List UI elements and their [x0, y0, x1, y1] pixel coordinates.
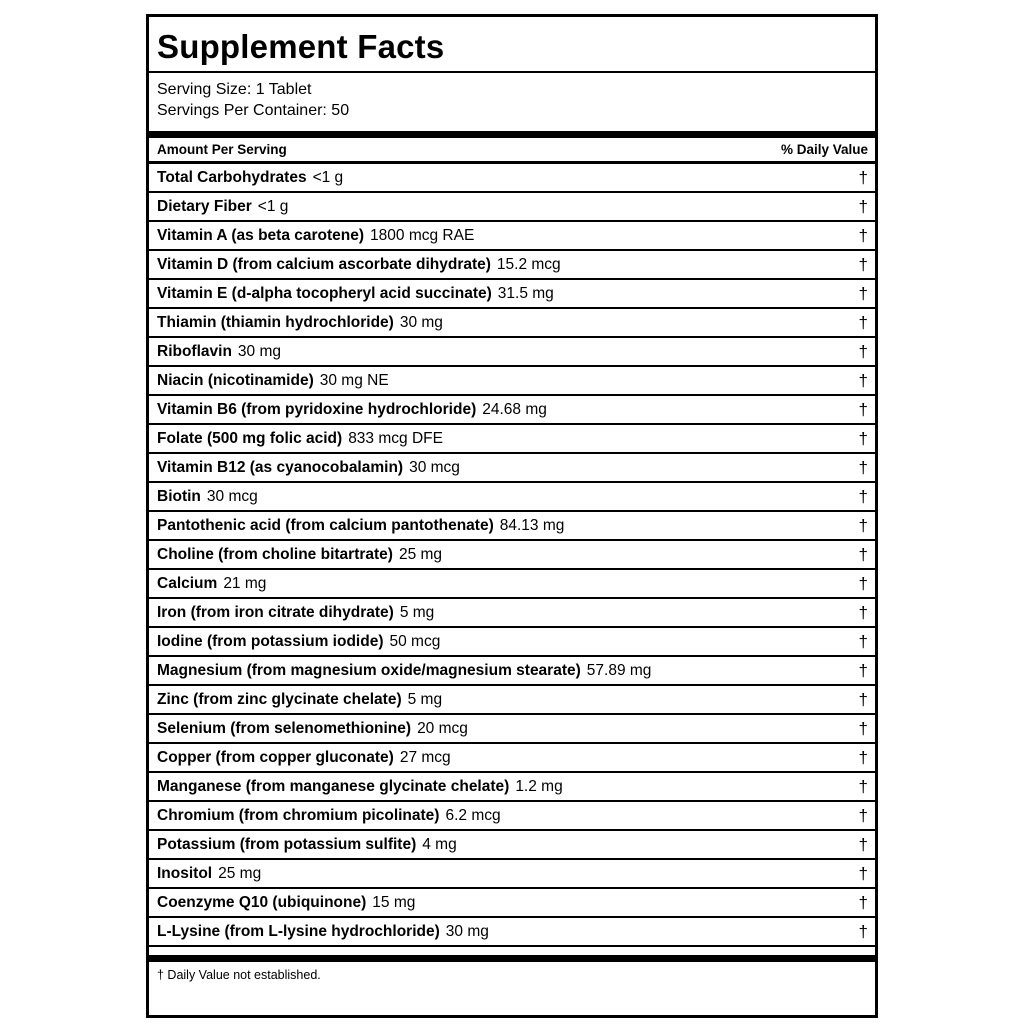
nutrient-label: [157, 517, 564, 535]
daily-value-mark: †: [858, 631, 868, 651]
nutrient-amount: <1 g: [257, 197, 289, 215]
nutrient-row: [149, 744, 875, 773]
nutrient-label: [157, 749, 451, 767]
nutrient-row: [149, 367, 875, 396]
nutrient-name: Zinc (from zinc glycinate chelate): [157, 690, 402, 708]
nutrient-amount: 5 mg: [407, 690, 443, 708]
nutrient-label: [157, 720, 468, 738]
nutrient-name: Vitamin B6 (from pyridoxine hydrochloride): [157, 400, 477, 418]
nutrient-amount: 24.68 mg: [482, 400, 547, 418]
nutrient-amount: 15 mg: [372, 893, 416, 911]
nutrient-row: [149, 773, 875, 802]
nutrient-row: [149, 686, 875, 715]
daily-value-mark: †: [858, 863, 868, 883]
nutrient-row: [149, 628, 875, 657]
nutrient-amount: 31.5 mg: [497, 284, 554, 302]
nutrient-row: [149, 599, 875, 628]
nutrient-amount: 30 mcg: [206, 487, 258, 505]
thick-divider-bottom: [149, 955, 875, 962]
nutrient-name: Thiamin (thiamin hydrochloride): [157, 313, 394, 331]
nutrient-name: Vitamin D (from calcium ascorbate dihydrate): [157, 255, 491, 273]
nutrient-row: [149, 251, 875, 280]
column-header-row: [149, 138, 875, 164]
nutrient-amount: 30 mg: [445, 922, 489, 940]
nutrient-amount: 833 mcg DFE: [348, 429, 443, 447]
nutrient-label: [157, 314, 443, 332]
nutrient-name: Vitamin B12 (as cyanocobalamin): [157, 458, 404, 476]
nutrient-row: [149, 396, 875, 425]
nutrient-amount: 27 mcg: [399, 748, 451, 766]
nutrient-name: Riboflavin: [157, 342, 232, 360]
nutrient-name: Calcium: [157, 574, 218, 592]
daily-value-mark: †: [858, 602, 868, 622]
nutrient-label: [157, 546, 442, 564]
nutrient-row: [149, 831, 875, 860]
daily-value-mark: †: [858, 312, 868, 332]
nutrient-name: Folate (500 mg folic acid): [157, 429, 343, 447]
nutrient-name: Pantothenic acid (from calcium pantothenate): [157, 516, 494, 534]
nutrient-name: Inositol: [157, 864, 213, 882]
daily-value-mark: †: [858, 370, 868, 390]
nutrient-label: [157, 691, 442, 709]
nutrient-label: [157, 662, 651, 680]
daily-value-mark: †: [858, 718, 868, 738]
nutrient-label: [157, 923, 489, 941]
daily-value-mark: †: [858, 921, 868, 941]
nutrient-amount: 30 mg: [399, 313, 443, 331]
serving-info: [149, 73, 875, 131]
nutrient-row: [149, 715, 875, 744]
nutrient-name: Iron (from iron citrate dihydrate): [157, 603, 394, 621]
nutrient-row: [149, 802, 875, 831]
nutrient-label: [157, 778, 563, 796]
nutrient-amount: 57.89 mg: [586, 661, 652, 679]
nutrient-amount: 21 mg: [223, 574, 267, 592]
nutrient-list: [149, 164, 875, 947]
daily-value-mark: †: [858, 254, 868, 274]
nutrient-amount: 84.13 mg: [499, 516, 565, 534]
nutrient-name: Vitamin E (d-alpha tocopheryl acid succinate): [157, 284, 492, 302]
daily-value-mark: †: [858, 805, 868, 825]
daily-value-mark: †: [858, 776, 868, 796]
nutrient-label: [157, 836, 457, 854]
nutrient-amount: 30 mg NE: [319, 371, 389, 389]
daily-value-mark: †: [858, 399, 868, 419]
daily-value-mark: †: [858, 283, 868, 303]
nutrient-name: Iodine (from potassium iodide): [157, 632, 384, 650]
daily-value-mark: †: [858, 660, 868, 680]
nutrient-amount: 5 mg: [399, 603, 435, 621]
nutrient-row: [149, 280, 875, 309]
nutrient-row: [149, 512, 875, 541]
nutrient-label: [157, 807, 501, 825]
nutrient-label: [157, 633, 440, 651]
nutrient-label: [157, 575, 266, 593]
daily-value-mark: †: [858, 167, 868, 187]
nutrient-amount: <1 g: [312, 168, 344, 186]
daily-value-mark: †: [858, 892, 868, 912]
nutrient-row: [149, 860, 875, 889]
nutrient-label: [157, 488, 258, 506]
nutrient-label: [157, 169, 343, 187]
nutrient-row: [149, 193, 875, 222]
daily-value-mark: †: [858, 515, 868, 535]
nutrient-name: Biotin: [157, 487, 201, 505]
nutrient-row: [149, 570, 875, 599]
daily-value-mark: †: [858, 573, 868, 593]
nutrient-label: [157, 372, 389, 390]
daily-value-mark: †: [858, 544, 868, 564]
thick-divider: [149, 131, 875, 138]
nutrient-row: [149, 454, 875, 483]
supplement-facts-panel: [146, 14, 878, 1018]
daily-value-header: % Daily Value: [780, 142, 868, 157]
nutrient-amount: 1.2 mg: [515, 777, 563, 795]
nutrient-amount: 6.2 mcg: [445, 806, 501, 824]
nutrient-label: [157, 459, 460, 477]
nutrient-amount: 50 mcg: [389, 632, 441, 650]
nutrient-label: [157, 227, 474, 245]
bottom-spacer: [149, 947, 875, 955]
nutrient-row: [149, 309, 875, 338]
nutrient-name: Choline (from choline bitartrate): [157, 545, 393, 563]
nutrient-name: Niacin (nicotinamide): [157, 371, 314, 389]
nutrient-name: Coenzyme Q10 (ubiquinone): [157, 893, 367, 911]
nutrient-name: Selenium (from selenomethionine): [157, 719, 412, 737]
nutrient-row: [149, 889, 875, 918]
nutrient-amount: 20 mcg: [417, 719, 468, 737]
nutrient-label: [157, 604, 434, 622]
nutrient-amount: 4 mg: [422, 835, 457, 853]
nutrient-name: Chromium (from chromium picolinate): [157, 806, 440, 824]
daily-value-mark: †: [858, 341, 868, 361]
nutrient-label: [157, 256, 561, 274]
servings-per-container: Servings Per Container: 50: [157, 102, 350, 119]
nutrient-amount: 25 mg: [398, 545, 443, 563]
nutrient-row: [149, 657, 875, 686]
nutrient-label: [157, 343, 281, 361]
nutrient-row: [149, 425, 875, 454]
nutrient-row: [149, 222, 875, 251]
nutrient-amount: 1800 mcg RAE: [370, 226, 475, 244]
amount-per-serving-header: Amount Per Serving: [157, 142, 287, 157]
nutrient-label: [157, 285, 554, 303]
nutrient-name: Manganese (from manganese glycinate chelate): [157, 777, 510, 795]
nutrient-label: [157, 865, 261, 883]
nutrient-name: Magnesium (from magnesium oxide/magnesium stearate): [157, 661, 581, 679]
footnote: † Daily Value not established.: [157, 968, 321, 982]
nutrient-label: [157, 198, 288, 216]
nutrient-name: Total Carbohydrates: [157, 168, 307, 186]
nutrient-label: [157, 894, 415, 912]
nutrient-name: Dietary Fiber: [157, 197, 252, 215]
nutrient-row: [149, 164, 875, 193]
nutrient-row: [149, 541, 875, 570]
daily-value-mark: †: [858, 225, 868, 245]
nutrient-label: [157, 401, 547, 419]
nutrient-name: L-Lysine (from L-lysine hydrochloride): [157, 922, 440, 940]
daily-value-mark: †: [858, 196, 868, 216]
daily-value-mark: †: [858, 486, 868, 506]
nutrient-row: [149, 918, 875, 947]
nutrient-name: Potassium (from potassium sulfite): [157, 835, 417, 853]
nutrient-amount: 25 mg: [218, 864, 262, 882]
nutrient-amount: 30 mg: [237, 342, 282, 360]
daily-value-mark: †: [858, 834, 868, 854]
nutrient-amount: 30 mcg: [409, 458, 460, 476]
panel-title: Supplement Facts: [149, 17, 875, 73]
nutrient-row: [149, 483, 875, 512]
daily-value-mark: †: [858, 428, 868, 448]
daily-value-mark: †: [858, 689, 868, 709]
nutrient-name: Vitamin A (as beta carotene): [157, 226, 365, 244]
nutrient-name: Copper (from copper gluconate): [157, 748, 394, 766]
nutrient-label: [157, 430, 443, 448]
nutrient-amount: 15.2 mcg: [496, 255, 561, 273]
daily-value-mark: †: [858, 457, 868, 477]
daily-value-mark: †: [858, 747, 868, 767]
serving-size: Serving Size: 1 Tablet: [157, 81, 312, 98]
nutrient-row: [149, 338, 875, 367]
